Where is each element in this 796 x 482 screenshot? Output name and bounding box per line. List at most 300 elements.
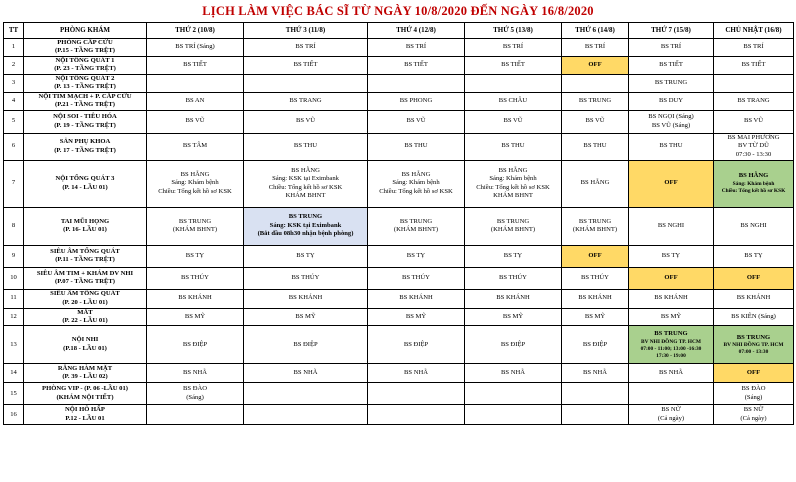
cell-text: BS MỸ bbox=[584, 312, 606, 320]
department-cell bbox=[24, 383, 147, 405]
department-location: (P. 22 - LẦU 01) bbox=[62, 316, 108, 324]
schedule-cell bbox=[562, 245, 629, 267]
cell-text: BS KHÁNH bbox=[736, 294, 771, 302]
col-header-thu-2: THỨ 2 (10/8) bbox=[147, 23, 244, 39]
schedule-cell bbox=[714, 405, 794, 425]
row-number: 2 bbox=[4, 56, 24, 74]
cell-text: BS TRUNG bbox=[288, 213, 323, 221]
schedule-cell bbox=[368, 326, 465, 364]
schedule-cell bbox=[629, 289, 714, 308]
cell-text: BS NHÃ bbox=[183, 369, 207, 377]
cell-text: BS MỸ bbox=[295, 312, 316, 320]
header-row bbox=[4, 23, 794, 39]
cell-text: BS THU bbox=[583, 142, 607, 150]
schedule-cell bbox=[244, 110, 368, 133]
row-number: 8 bbox=[4, 207, 24, 245]
table-row bbox=[4, 74, 794, 92]
cell-text: BS NHÃ bbox=[293, 369, 318, 377]
cell-text: BS HẰNG bbox=[401, 170, 431, 178]
col-header-phong-kham: PHÒNG KHÁM bbox=[24, 23, 147, 39]
schedule-cell bbox=[714, 326, 794, 364]
cell-text: BS KHÁNH bbox=[399, 294, 433, 302]
schedule-cell bbox=[562, 289, 629, 308]
cell-text: BS MỸ bbox=[405, 312, 427, 320]
schedule-cell bbox=[147, 267, 244, 289]
cell-text: OFF bbox=[664, 273, 678, 281]
schedule-cell bbox=[244, 289, 368, 308]
cell-text: BS TIẾT bbox=[183, 61, 207, 69]
cell-text: OFF bbox=[588, 61, 602, 69]
schedule-cell bbox=[562, 110, 629, 133]
department-location: (P. 14 - LẦU 01) bbox=[62, 183, 108, 191]
schedule-cell bbox=[368, 110, 465, 133]
cell-text: BS VŨ bbox=[743, 117, 764, 125]
cell-text: BS THÚY bbox=[291, 273, 320, 281]
cell-text: BS TRÍ bbox=[743, 43, 764, 51]
cell-text: Chiều: Tổng kết hồ sơ KSK bbox=[268, 183, 343, 191]
schedule-cell bbox=[244, 383, 368, 405]
schedule-cell bbox=[562, 92, 629, 110]
schedule-cell bbox=[629, 74, 714, 92]
row-number: 16 bbox=[4, 405, 24, 425]
schedule-cell bbox=[629, 160, 714, 207]
cell-text: BS KHÁNH bbox=[578, 294, 612, 302]
cell-text: BS THÚY bbox=[581, 273, 609, 281]
schedule-cell bbox=[368, 364, 465, 383]
schedule-cell bbox=[629, 245, 714, 267]
cell-text: BS TỴ bbox=[503, 251, 523, 259]
schedule-cell bbox=[714, 267, 794, 289]
department-name: SIÊU ÂM TỔNG QUÁT bbox=[50, 247, 120, 255]
schedule-cell bbox=[147, 207, 244, 245]
department-name: MẮT bbox=[77, 308, 93, 316]
row-number: 15 bbox=[4, 383, 24, 405]
cell-text: BS NỮ bbox=[661, 406, 681, 414]
cell-text: BS TRÍ (Sáng) bbox=[175, 43, 215, 51]
cell-text: BS VŨ bbox=[406, 117, 426, 125]
table-row bbox=[4, 326, 794, 364]
department-name: NỘI NHI bbox=[71, 336, 99, 344]
department-location: (P.21 - TẦNG TRỆT) bbox=[55, 101, 115, 109]
cell-text: Chiều: Tổng kết hồ sơ KSK bbox=[158, 187, 232, 195]
department-name: PHÒNG VIP - (P. 06 -LẦU 01) bbox=[42, 385, 128, 393]
department-cell bbox=[24, 289, 147, 308]
department-location: (P. 17 - TẦNG TRỆT) bbox=[54, 146, 116, 154]
schedule-cell bbox=[465, 308, 562, 326]
schedule-cell bbox=[244, 364, 368, 383]
cell-text: BS TIẾT bbox=[741, 61, 766, 69]
cell-text: BS TIẾT bbox=[659, 61, 683, 69]
cell-text: BV NHI ĐỒNG TP. HCM bbox=[723, 342, 784, 349]
cell-text: BS TRUNG bbox=[654, 78, 688, 86]
department-cell bbox=[24, 39, 147, 57]
cell-text: BS THU bbox=[659, 142, 683, 150]
schedule-cell bbox=[465, 405, 562, 425]
cell-text: BS THU bbox=[501, 142, 525, 150]
cell-text: BS TRANG bbox=[289, 96, 322, 104]
col-header-thu-6: THỨ 6 (14/8) bbox=[562, 23, 629, 39]
cell-text: BS NGỌI (Sáng) bbox=[648, 113, 694, 121]
schedule-table bbox=[3, 22, 794, 425]
table-row bbox=[4, 110, 794, 133]
schedule-cell bbox=[368, 133, 465, 160]
col-header-thu-7: THỨ 7 (15/8) bbox=[629, 23, 714, 39]
cell-text: BS NGHI bbox=[657, 221, 685, 229]
cell-text: BS KHÁNH bbox=[178, 294, 212, 302]
table-row bbox=[4, 267, 794, 289]
department-name: NỘI SOI - TIÊU HÓA bbox=[53, 113, 117, 121]
schedule-cell bbox=[147, 110, 244, 133]
row-number: 4 bbox=[4, 92, 24, 110]
cell-text: BS TRUNG bbox=[496, 217, 530, 225]
cell-text: BS HẰNG bbox=[580, 179, 610, 187]
table-row bbox=[4, 405, 794, 425]
cell-text: BS KHÁNH bbox=[654, 294, 688, 302]
row-number: 3 bbox=[4, 74, 24, 92]
schedule-cell bbox=[562, 308, 629, 326]
cell-text: OFF bbox=[746, 273, 761, 281]
cell-text: BV NHI ĐỒNG TP. HCM bbox=[641, 338, 701, 345]
cell-text: Chiều: Tổng kết hồ sơ KSK bbox=[379, 187, 453, 195]
cell-text: (Sáng) bbox=[186, 393, 204, 401]
schedule-cell bbox=[629, 267, 714, 289]
cell-text: BS NGHI bbox=[740, 221, 767, 229]
schedule-cell bbox=[714, 110, 794, 133]
table-row bbox=[4, 39, 794, 57]
cell-text: BS TÂM bbox=[182, 142, 208, 150]
cell-text: BV TỪ DŨ bbox=[738, 142, 769, 150]
schedule-cell bbox=[244, 74, 368, 92]
cell-text: (Bắt đầu 08h30 nhận bệnh phòng) bbox=[257, 230, 354, 238]
department-location: (P.15 - TẦNG TRỆT) bbox=[55, 47, 115, 55]
cell-text: (KHÁM BHNT) bbox=[572, 226, 618, 233]
department-location: (P. 20 - LẦU 01) bbox=[62, 298, 108, 306]
schedule-cell bbox=[147, 364, 244, 383]
department-name: NỘI HÔ HẤP bbox=[65, 406, 105, 414]
cell-text: (KHÁM BHNT) bbox=[172, 226, 218, 233]
cell-text: BS TRÍ bbox=[502, 43, 524, 51]
cell-text: BS TỴ bbox=[744, 251, 763, 259]
schedule-cell bbox=[562, 267, 629, 289]
cell-text: Sáng: Khám bệnh bbox=[732, 180, 775, 187]
department-name: NỘI TỔNG QUÁT 1 bbox=[55, 56, 115, 64]
cell-text: Chiều: Tổng kết hồ sơ KSK bbox=[721, 187, 786, 194]
schedule-cell bbox=[368, 160, 465, 207]
cell-text: OFF bbox=[746, 369, 761, 377]
schedule-cell bbox=[368, 289, 465, 308]
cell-text: BS NHÃ bbox=[583, 369, 607, 377]
department-cell bbox=[24, 133, 147, 160]
cell-text: BS ĐIỆP bbox=[582, 340, 608, 348]
table-row bbox=[4, 133, 794, 160]
department-location: (P.07 - TẦNG TRỆT) bbox=[55, 278, 115, 285]
col-header-thu-5: THỨ 5 (13/8) bbox=[465, 23, 562, 39]
department-location: (P. 13 - TẦNG TRỆT) bbox=[54, 83, 116, 91]
cell-text: BS HẰNG bbox=[498, 166, 528, 174]
cell-text: KHÁM BHNT bbox=[493, 191, 533, 199]
cell-text: BS TRANG bbox=[737, 96, 770, 104]
schedule-cell bbox=[465, 160, 562, 207]
schedule-cell bbox=[465, 56, 562, 74]
department-cell bbox=[24, 405, 147, 425]
schedule-cell bbox=[465, 133, 562, 160]
schedule-cell bbox=[244, 56, 368, 74]
schedule-cell bbox=[147, 326, 244, 364]
department-cell bbox=[24, 56, 147, 74]
cell-text: BS HẰNG bbox=[291, 166, 320, 174]
table-row bbox=[4, 289, 794, 308]
cell-text: OFF bbox=[664, 179, 678, 187]
schedule-cell bbox=[465, 74, 562, 92]
schedule-cell bbox=[562, 383, 629, 405]
schedule-cell bbox=[147, 308, 244, 326]
department-name: RĂNG HÀM MẶT bbox=[57, 364, 113, 372]
cell-text: (Cả ngày) bbox=[740, 414, 767, 422]
schedule-cell bbox=[465, 92, 562, 110]
cell-text: Sáng: Khám bệnh bbox=[392, 179, 440, 187]
department-name: SIÊU ÂM TIM + KHÁM DV NHI bbox=[36, 269, 134, 277]
schedule-cell bbox=[629, 383, 714, 405]
cell-text: Sáng: KSK tại Eximbank bbox=[272, 175, 339, 183]
schedule-cell bbox=[244, 405, 368, 425]
schedule-cell bbox=[714, 245, 794, 267]
table-row bbox=[4, 308, 794, 326]
cell-text: KHÁM BHNT bbox=[285, 191, 326, 199]
cell-text: BS MAI PHƯƠNG bbox=[727, 133, 780, 141]
department-name: NỘI TIM MẠCH + P. CẤP CỨU bbox=[38, 92, 132, 100]
department-location: (P. 19 - TẦNG TRỆT) bbox=[54, 121, 116, 129]
cell-text: BS PHONG bbox=[399, 96, 433, 104]
schedule-cell bbox=[629, 364, 714, 383]
col-header-thu-4: THỨ 4 (12/8) bbox=[368, 23, 465, 39]
cell-text: BS NHÃ bbox=[501, 369, 525, 377]
cell-text: BS TỴ bbox=[296, 251, 315, 259]
schedule-cell bbox=[714, 308, 794, 326]
cell-text: BS ĐIỆP bbox=[182, 340, 208, 348]
cell-text: BS NHÃ bbox=[404, 369, 428, 377]
department-location: (P. 39 - LẦU 02) bbox=[62, 373, 108, 381]
schedule-cell bbox=[714, 74, 794, 92]
schedule-cell bbox=[629, 405, 714, 425]
department-cell bbox=[24, 364, 147, 383]
cell-text: BS MỸ bbox=[502, 312, 524, 320]
schedule-cell bbox=[244, 133, 368, 160]
department-cell bbox=[24, 326, 147, 364]
cell-text: BS TRUNG bbox=[736, 333, 771, 341]
cell-text: BS TỴ bbox=[185, 251, 205, 259]
schedule-cell bbox=[714, 39, 794, 57]
cell-text: (KHÁM BHNT) bbox=[490, 226, 536, 233]
schedule-cell bbox=[629, 308, 714, 326]
schedule-cell bbox=[244, 92, 368, 110]
schedule-cell bbox=[465, 364, 562, 383]
cell-text: BS THÚY bbox=[402, 273, 430, 281]
row-number: 5 bbox=[4, 110, 24, 133]
table-row bbox=[4, 245, 794, 267]
schedule-cell bbox=[465, 326, 562, 364]
cell-text: BS ĐÀO bbox=[741, 385, 766, 393]
schedule-cell bbox=[368, 74, 465, 92]
schedule-cell bbox=[244, 207, 368, 245]
schedule-cell bbox=[714, 133, 794, 160]
department-cell bbox=[24, 110, 147, 133]
table-row bbox=[4, 383, 794, 405]
cell-text: BS KHÁNH bbox=[288, 294, 323, 302]
schedule-cell bbox=[562, 133, 629, 160]
row-number: 12 bbox=[4, 308, 24, 326]
cell-text: BS THÚY bbox=[499, 273, 527, 281]
table-row bbox=[4, 160, 794, 207]
cell-text: BS HẰNG bbox=[180, 170, 210, 178]
schedule-cell bbox=[368, 92, 465, 110]
schedule-cell bbox=[244, 267, 368, 289]
cell-text: (Cả ngày) bbox=[657, 414, 685, 422]
schedule-cell bbox=[714, 383, 794, 405]
cell-text: BS DUY bbox=[659, 96, 683, 104]
department-name: PHÒNG CẤP CỨU bbox=[57, 39, 113, 46]
cell-text: BS HẰNG bbox=[738, 172, 769, 180]
cell-text: BS TIẾT bbox=[404, 61, 428, 69]
table-row bbox=[4, 92, 794, 110]
cell-text: BS TRÍ bbox=[584, 43, 606, 51]
schedule-cell bbox=[562, 207, 629, 245]
cell-text: BS TỴ bbox=[406, 251, 426, 259]
department-location: (P.18 - LẦU 01) bbox=[63, 344, 107, 352]
department-location: (P.11 - TẦNG TRỆT) bbox=[55, 256, 115, 263]
cell-text: BS THU bbox=[404, 142, 428, 150]
cell-text: BS VŨ bbox=[503, 117, 523, 125]
department-location: P.12 - LẦU 01 bbox=[65, 414, 105, 422]
cell-text: BS TRÍ bbox=[660, 43, 682, 51]
schedule-cell bbox=[368, 56, 465, 74]
schedule-cell bbox=[147, 74, 244, 92]
cell-text: BS TRUNG bbox=[578, 96, 612, 104]
cell-text: BS ĐIỆP bbox=[293, 340, 318, 348]
department-name: NỘI TỔNG QUÁT 3 bbox=[55, 175, 115, 183]
cell-text: (Sáng) bbox=[744, 393, 763, 401]
table-row bbox=[4, 207, 794, 245]
schedule-cell bbox=[714, 92, 794, 110]
schedule-cell bbox=[244, 308, 368, 326]
department-cell bbox=[24, 207, 147, 245]
department-name: SẢN PHỤ KHOA bbox=[59, 138, 111, 146]
schedule-cell bbox=[714, 207, 794, 245]
cell-text: Sáng: Khám bệnh bbox=[171, 179, 219, 187]
cell-text: BS KHÁNH bbox=[496, 294, 530, 302]
cell-text: BS TRUNG bbox=[654, 330, 688, 338]
schedule-cell bbox=[714, 56, 794, 74]
col-header-chu-nhat: CHỦ NHẬT (16/8) bbox=[714, 23, 794, 39]
cell-text: 07:30 - 13:30 bbox=[735, 150, 772, 158]
schedule-cell bbox=[147, 39, 244, 57]
schedule-cell bbox=[465, 289, 562, 308]
department-cell bbox=[24, 308, 147, 326]
cell-text: BS NHÃ bbox=[659, 369, 683, 377]
cell-text: BS TRUNG bbox=[578, 217, 612, 225]
table-row bbox=[4, 56, 794, 74]
schedule-cell bbox=[714, 289, 794, 308]
cell-text: Sáng: KSK tại Eximbank bbox=[269, 221, 342, 229]
schedule-cell bbox=[562, 326, 629, 364]
row-number: 6 bbox=[4, 133, 24, 160]
cell-text: BS TỴ bbox=[661, 251, 681, 259]
schedule-cell bbox=[465, 207, 562, 245]
department-location: (KHÁM NỘI TIẾT) bbox=[56, 393, 114, 401]
cell-text: 07:00 - 11:00; 13:00 -16:30 bbox=[640, 345, 702, 352]
schedule-cell bbox=[147, 245, 244, 267]
schedule-cell bbox=[147, 133, 244, 160]
cell-text: BS NỮ bbox=[743, 406, 764, 414]
row-number: 14 bbox=[4, 364, 24, 383]
row-number: 11 bbox=[4, 289, 24, 308]
schedule-cell bbox=[368, 39, 465, 57]
schedule-cell bbox=[562, 74, 629, 92]
schedule-cell bbox=[629, 39, 714, 57]
schedule-cell bbox=[368, 245, 465, 267]
cell-text: (KHÁM BHNT) bbox=[393, 226, 439, 233]
col-header-thu-3: THỨ 3 (11/8) bbox=[244, 23, 368, 39]
schedule-cell bbox=[147, 56, 244, 74]
department-cell bbox=[24, 92, 147, 110]
schedule-cell bbox=[714, 364, 794, 383]
cell-text: BS ĐÀO bbox=[183, 385, 207, 393]
cell-text: BS VŨ bbox=[585, 117, 605, 125]
department-name: TAI MŨI HỌNG bbox=[60, 217, 110, 225]
cell-text: BS TRÍ bbox=[405, 43, 427, 51]
cell-text: BS THÚY bbox=[181, 273, 209, 281]
table-row bbox=[4, 364, 794, 383]
page-title: LỊCH LÀM VIỆC BÁC SĨ TỪ NGÀY 10/8/2020 ĐẾN NGÀY 16/8/2020 bbox=[202, 4, 594, 18]
row-number: 1 bbox=[4, 39, 24, 57]
department-cell bbox=[24, 245, 147, 267]
cell-text: Chiều: Tổng kết hồ sơ KSK bbox=[476, 183, 550, 191]
cell-text: BS THU bbox=[293, 142, 318, 150]
cell-text: BS TRÍ bbox=[295, 43, 316, 51]
cell-text: BS VŨ bbox=[295, 117, 316, 125]
schedule-cell bbox=[368, 405, 465, 425]
cell-text: BS ĐIỆP bbox=[500, 340, 526, 348]
schedule-cell bbox=[562, 39, 629, 57]
schedule-cell bbox=[465, 39, 562, 57]
cell-text: 07:00 - 13:30 bbox=[738, 349, 769, 356]
cell-text: BS CHÂU bbox=[498, 96, 528, 104]
schedule-cell bbox=[562, 405, 629, 425]
department-location: (P. 23 - TẦNG TRỆT) bbox=[54, 65, 116, 73]
schedule-cell bbox=[629, 207, 714, 245]
cell-text: BS KIÊN (Sáng) bbox=[731, 312, 776, 320]
schedule-cell bbox=[629, 92, 714, 110]
cell-text: BS AN bbox=[185, 96, 205, 104]
schedule-cell bbox=[244, 39, 368, 57]
cell-text: BS VŨ bbox=[185, 117, 205, 125]
schedule-cell bbox=[368, 383, 465, 405]
cell-text: Sáng: Khám bệnh bbox=[489, 175, 537, 183]
schedule-cell bbox=[629, 133, 714, 160]
department-cell bbox=[24, 267, 147, 289]
row-number: 10 bbox=[4, 267, 24, 289]
schedule-cell bbox=[629, 56, 714, 74]
cell-text: BS MỸ bbox=[660, 312, 682, 320]
department-name: SIÊU ÂM TỔNG QUÁT bbox=[50, 290, 120, 298]
schedule-cell bbox=[714, 160, 794, 207]
row-number: 7 bbox=[4, 160, 24, 207]
cell-text: BS TRUNG bbox=[399, 217, 433, 225]
cell-text: OFF bbox=[588, 251, 602, 259]
cell-text: BS TIẾT bbox=[501, 61, 525, 69]
schedule-cell bbox=[147, 405, 244, 425]
schedule-cell bbox=[465, 110, 562, 133]
schedule-cell bbox=[244, 326, 368, 364]
